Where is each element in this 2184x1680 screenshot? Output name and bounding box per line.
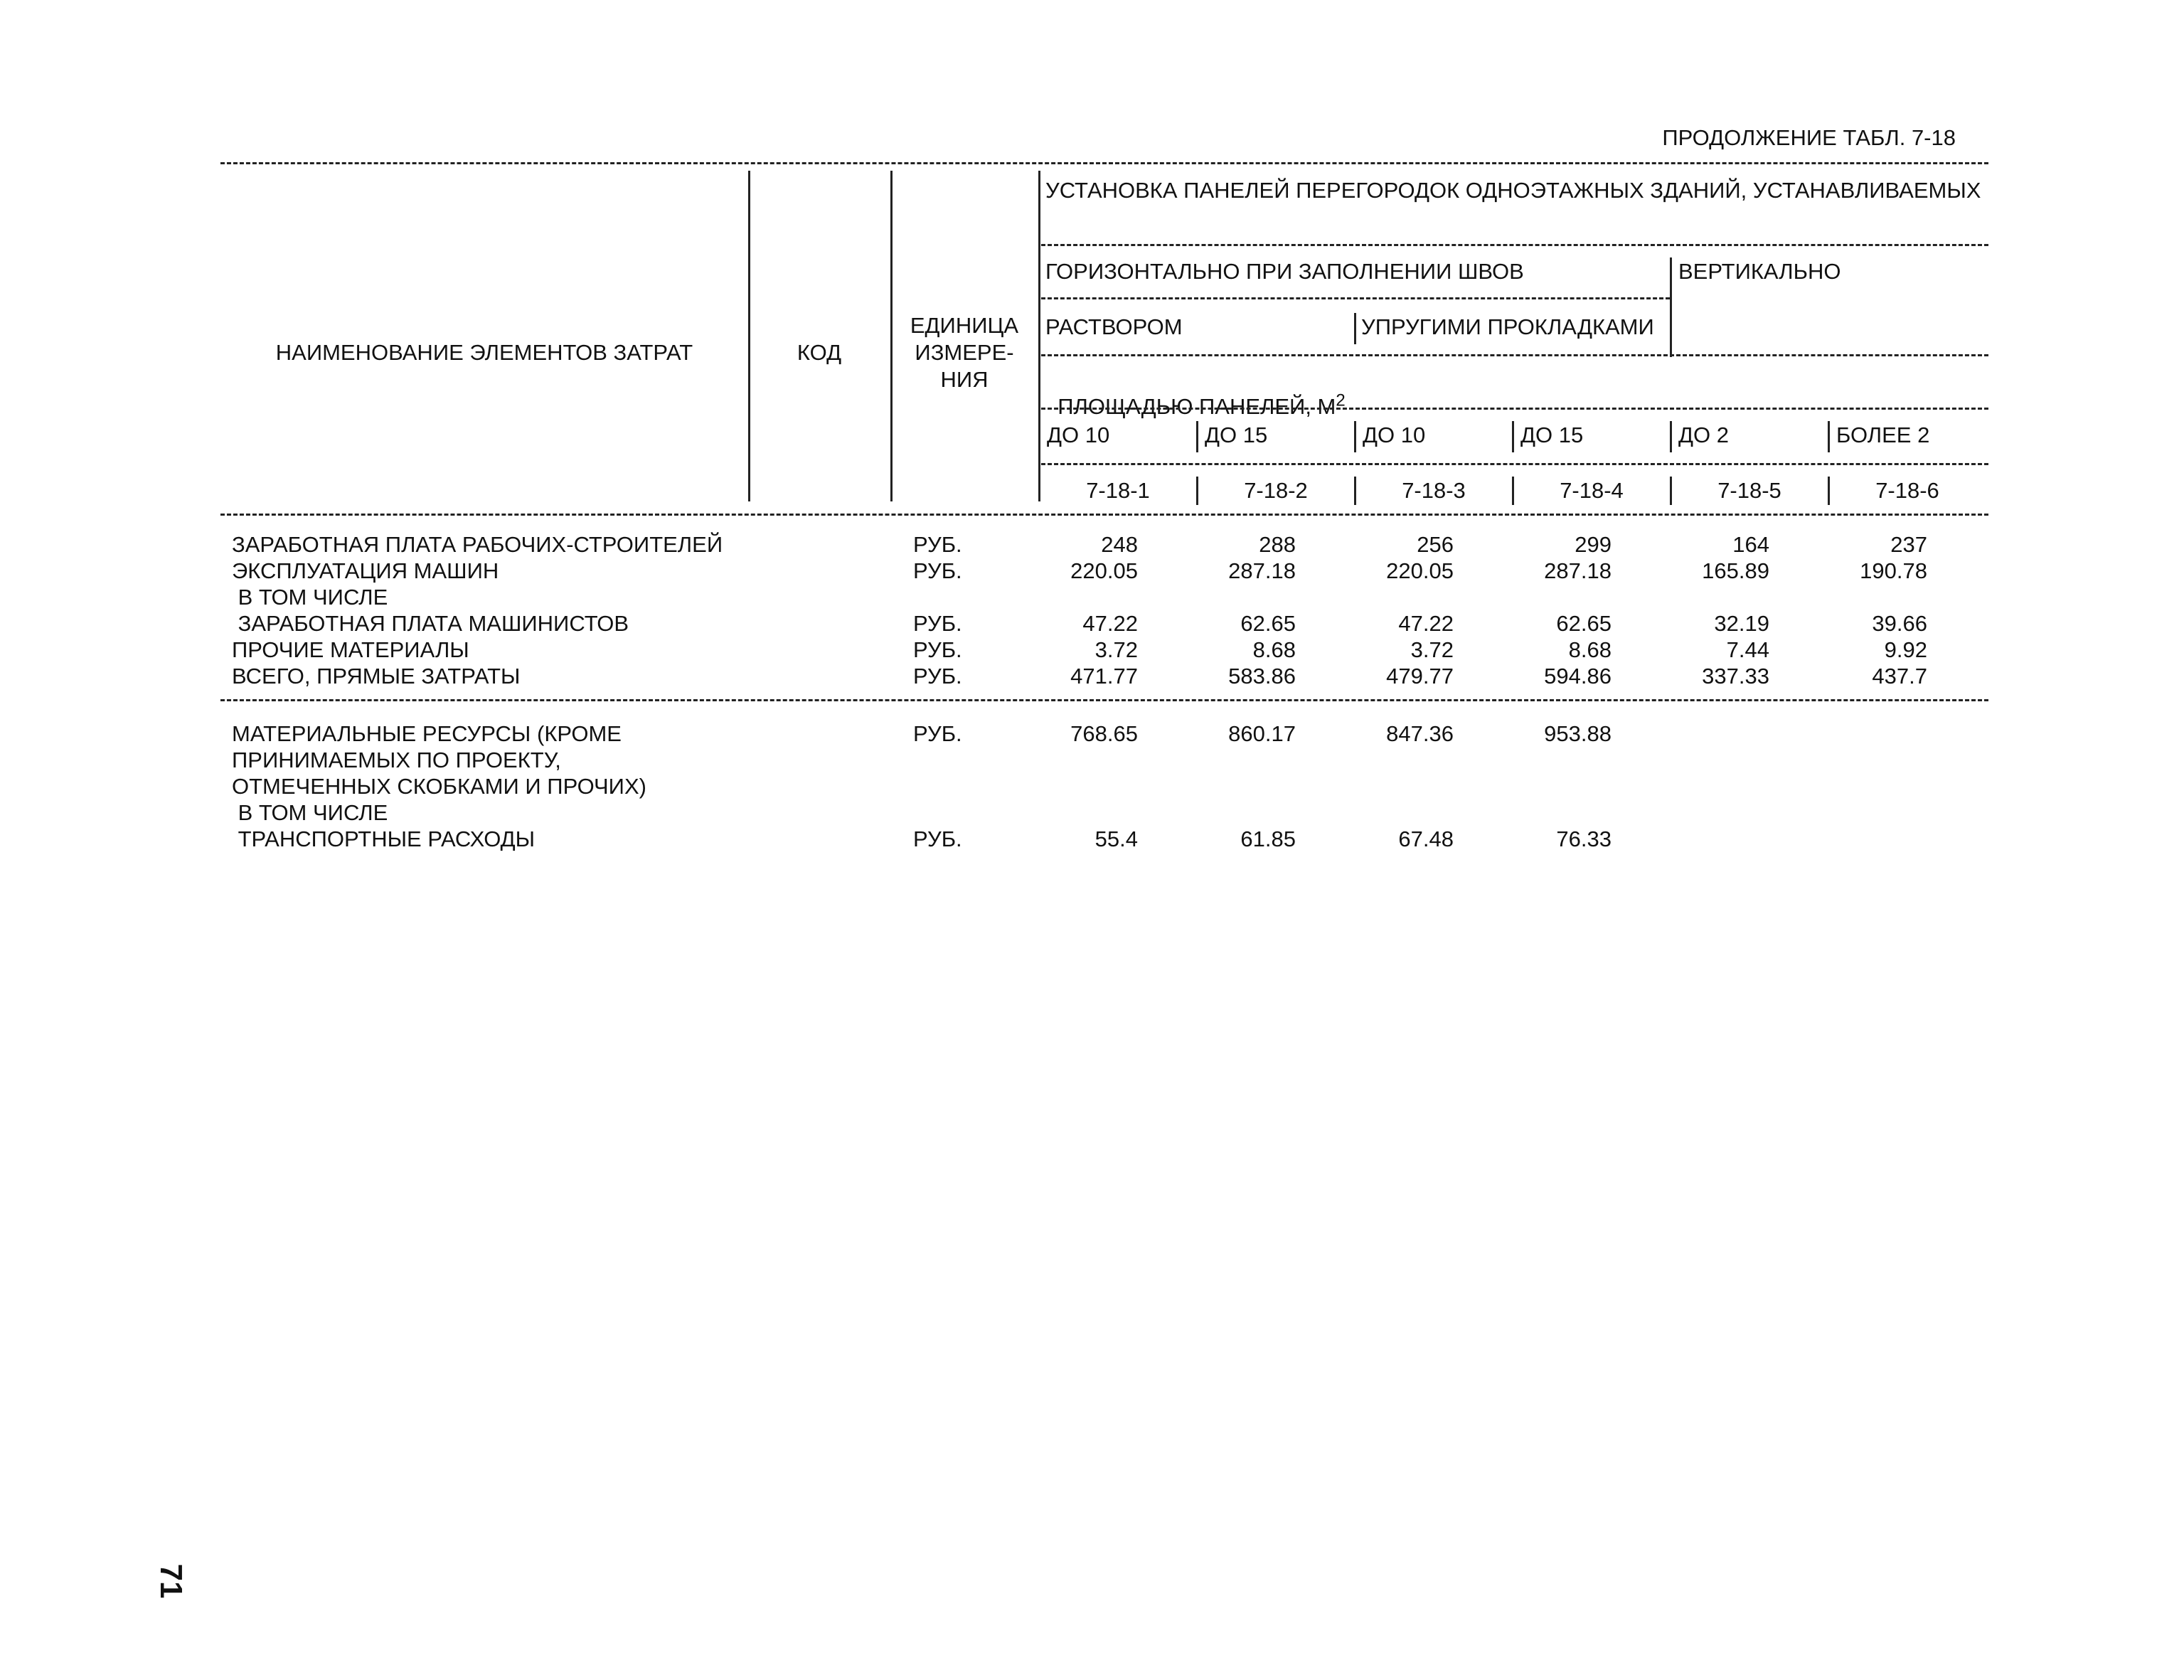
row-value: 479.77 [1386,664,1454,689]
row-name: В ТОМ ЧИСЛЕ [232,800,388,825]
rule-under-mortar [1041,354,1988,356]
rule-section-separator [220,699,1988,701]
row-value: 248 [1101,532,1138,557]
row-name: ПРОЧИЕ МАТЕРИАЛЫ [232,637,469,662]
row-value: 299 [1575,532,1612,557]
row-name: ОТМЕЧЕННЫХ СКОБКАМИ И ПРОЧИХ) [232,774,646,799]
row-value: 47.22 [1398,611,1454,636]
row-value: 8.68 [1568,637,1612,662]
page-number: 71 [154,1563,188,1599]
header-name-col: НАИМЕНОВАНИЕ ЭЛЕМЕНТОВ ЗАТРАТ [275,340,693,365]
row-value: 583.86 [1228,664,1296,689]
row-value: 237 [1890,532,1927,557]
row-value: 67.48 [1398,826,1454,851]
row-value: 768.65 [1070,721,1138,746]
row-value: 9.92 [1884,637,1927,662]
code-3: 7-18-3 [1402,478,1466,503]
code-2: 7-18-2 [1244,478,1308,503]
code-6: 7-18-6 [1875,478,1939,503]
row-value: 7.44 [1726,637,1769,662]
row-value: 287.18 [1228,558,1296,583]
header-vertical: ВЕРТИКАЛЬНО [1678,259,1841,284]
header-gaskets: УПРУГИМИ ПРОКЛАДКАМИ [1361,314,1654,339]
divider-size-4 [1670,421,1672,452]
row-value: 337.33 [1702,664,1769,689]
code-5: 7-18-5 [1717,478,1781,503]
row-name: ВСЕГО, ПРЯМЫЕ ЗАТРАТЫ [232,664,521,689]
row-name: МАТЕРИАЛЬНЫЕ РЕСУРСЫ (КРОМЕ [232,721,622,746]
row-value: 61.85 [1240,826,1296,851]
divider-size-1 [1196,421,1198,452]
row-value: 288 [1259,532,1296,557]
row-value: 220.05 [1386,558,1454,583]
row-unit: РУБ. [913,637,962,662]
row-value: 220.05 [1070,558,1138,583]
size-6: БОЛЕЕ 2 [1836,422,1930,447]
size-5: ДО 2 [1678,422,1729,447]
row-unit: РУБ. [913,558,962,583]
header-area [1045,368,1346,420]
row-value: 860.17 [1228,721,1296,746]
row-unit: РУБ. [913,826,962,851]
divider-name-code [748,171,750,501]
row-unit: РУБ. [913,664,962,689]
row-name: ЗАРАБОТНАЯ ПЛАТА РАБОЧИХ-СТРОИТЕЛЕЙ [232,532,723,557]
row-value: 164 [1732,532,1769,557]
size-4: ДО 15 [1520,422,1584,447]
row-value: 55.4 [1094,826,1138,851]
divider-unit-data [1038,171,1040,501]
row-unit: РУБ. [913,532,962,557]
row-value: 8.68 [1252,637,1296,662]
divider-horizontal-vertical [1670,257,1672,357]
row-value: 190.78 [1860,558,1927,583]
header-horizontal: ГОРИЗОНТАЛЬНО ПРИ ЗАПОЛНЕНИИ ШВОВ [1045,259,1524,284]
divider-mortar-gaskets [1354,313,1356,344]
header-unit-line1: ЕДИНИЦА [910,313,1019,338]
row-value: 437.7 [1872,664,1927,689]
row-value: 39.66 [1872,611,1927,636]
header-unit-line3: НИЯ [940,367,989,392]
row-name: ПРИНИМАЕМЫХ ПО ПРОЕКТУ, [232,748,561,772]
row-value: 3.72 [1094,637,1138,662]
rule-under-area [1041,408,1988,410]
table-caption: ПРОДОЛЖЕНИЕ ТАБЛ. 7-18 [1662,125,1956,150]
rule-under-title [1041,244,1988,246]
row-value: 256 [1417,532,1454,557]
header-area-sup: 2 [1336,390,1346,410]
header-title: УСТАНОВКА ПАНЕЛЕЙ ПЕРЕГОРОДОК ОДНОЭТАЖНЫХ ЗДАНИЙ, УСТАНАВЛИВАЕМЫХ [1045,178,1981,203]
rule-top [220,162,1988,164]
row-value: 287.18 [1544,558,1612,583]
row-value: 3.72 [1410,637,1454,662]
header-area-label: ПЛОЩАДЬЮ ПАНЕЛЕЙ, М [1058,394,1336,419]
divider-size-3 [1512,421,1514,452]
rule-under-horizontal [1041,297,1670,299]
rule-under-sizes [1041,463,1988,465]
size-2: ДО 15 [1205,422,1268,447]
row-value: 62.65 [1556,611,1612,636]
row-value: 847.36 [1386,721,1454,746]
code-4: 7-18-4 [1560,478,1624,503]
row-name: ЗАРАБОТНАЯ ПЛАТА МАШИНИСТОВ [232,611,629,636]
row-value: 953.88 [1544,721,1612,746]
row-value: 165.89 [1702,558,1769,583]
row-value: 471.77 [1070,664,1138,689]
size-1: ДО 10 [1047,422,1110,447]
row-unit: РУБ. [913,611,962,636]
row-unit: РУБ. [913,721,962,746]
divider-size-2 [1354,421,1356,452]
row-value: 62.65 [1240,611,1296,636]
code-1: 7-18-1 [1086,478,1150,503]
row-name: ТРАНСПОРТНЫЕ РАСХОДЫ [232,826,536,851]
row-value: 32.19 [1714,611,1769,636]
size-3: ДО 10 [1363,422,1426,447]
row-name: В ТОМ ЧИСЛЕ [232,585,388,610]
row-value: 594.86 [1544,664,1612,689]
row-name: ЭКСПЛУАТАЦИЯ МАШИН [232,558,499,583]
header-code-col: КОД [797,340,842,365]
row-value: 76.33 [1556,826,1612,851]
divider-size-5 [1828,421,1830,452]
header-unit-line2: ИЗМЕРЕ- [915,340,1014,365]
row-value: 47.22 [1082,611,1138,636]
header-mortar: РАСТВОРОМ [1045,314,1183,339]
rule-under-header [220,514,1988,516]
